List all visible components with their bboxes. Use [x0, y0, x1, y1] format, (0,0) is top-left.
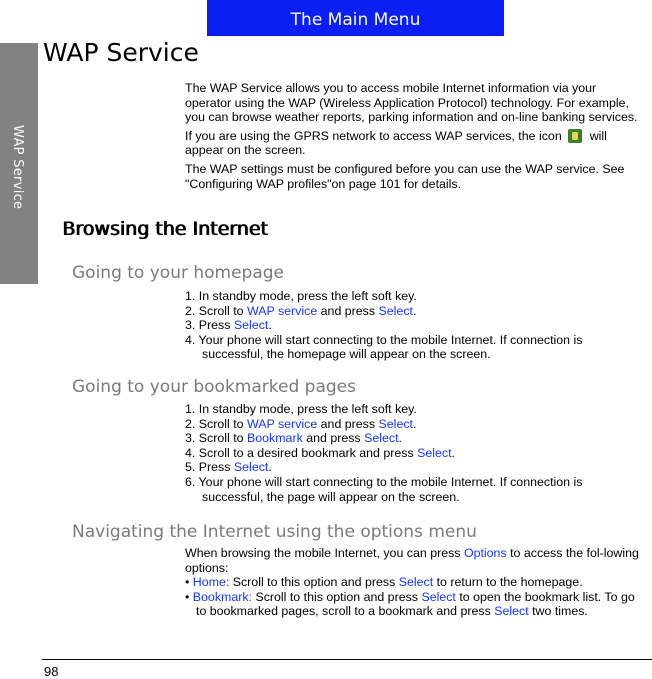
homepage-steps [185, 289, 645, 362]
link-select: Select [398, 575, 434, 590]
step: 4. Scroll to a desired bookmark and press Select. [185, 445, 455, 460]
link-home: Home: [192, 575, 230, 590]
step: 2. Scroll to WAP service and press Select. [185, 303, 417, 318]
link-select: Select [378, 303, 413, 318]
side-tab-label: WAP Service [10, 125, 25, 210]
side-tab [0, 43, 38, 284]
link-select: Select [364, 431, 399, 446]
intro-block [185, 81, 645, 191]
link-select: Select [421, 589, 456, 604]
navigating-body [185, 546, 645, 619]
intro-paragraph-2 [185, 129, 645, 158]
bookmarked-steps [185, 402, 645, 504]
link-select: Select [417, 445, 452, 460]
option-home: • Home: Scroll to this option and press Select to return to the homepage. [185, 575, 583, 590]
step: 3. Scroll to Bookmark and press Select. [185, 431, 402, 446]
intro-paragraph-1: The WAP Service allows you to access mobile Internet information via your operator using the WAP (Wireless Application Protocol) technology. For example, you can browse weather reports, parking information and on-line banking services. [185, 81, 638, 125]
link-bookmark: Bookmark [246, 431, 303, 446]
navigating-heading: Navigating the Internet using the options menu [72, 522, 477, 542]
link-options: Options [463, 546, 507, 560]
option-bookmark: • Bookmark: Scroll to this option and press Select to open the bookmark list. To go to bookmarked pages, scroll to a bookmark and press Select two times. [185, 589, 635, 619]
step: 5. Press Select. [185, 460, 272, 475]
link-select: Select [233, 318, 269, 333]
section-heading: Browsing the Internet [62, 218, 268, 240]
bookmarked-heading: Going to your bookmarked pages [72, 377, 356, 397]
page-number: 98 [44, 664, 59, 679]
link-select: Select [233, 460, 269, 475]
intro-paragraph-3: The WAP settings must be configured before you can use the WAP service. See "Configuring WAP profiles"on page 101 for details. [185, 161, 625, 191]
gprs-icon [568, 129, 582, 143]
step: 2. Scroll to WAP service and press Select. [185, 416, 417, 431]
link-select: Select [378, 416, 413, 431]
link-select: Select [494, 604, 529, 619]
intro-p2-text-end: will appear on the screen. [185, 128, 607, 158]
link-wap-service: WAP service [246, 416, 318, 431]
navigating-intro: When browsing the mobile Internet, you can press Options to access the fol-lowing options: [185, 546, 639, 575]
link-wap-service: WAP service [246, 303, 318, 318]
step: 1. In standby mode, press the left soft key. [185, 402, 417, 416]
top-banner: The Main Menu [207, 0, 504, 36]
step: 4. Your phone will start connecting to the mobile Internet. If connection is successful, the homepage will appear on the screen. [185, 332, 583, 362]
link-bookmark: Bookmark: [192, 589, 252, 604]
page-title: WAP Service [43, 38, 199, 67]
step: 6. Your phone will start connecting to the mobile Internet. If connection is successful, the page will appear on the screen. [185, 474, 583, 504]
step: 3. Press Select. [185, 318, 272, 333]
footer-rule [42, 659, 652, 660]
step: 1. In standby mode, press the left soft key. [185, 289, 417, 303]
intro-p2-text: If you are using the GPRS network to access WAP services, the icon [185, 128, 562, 143]
homepage-heading: Going to your homepage [72, 263, 285, 283]
